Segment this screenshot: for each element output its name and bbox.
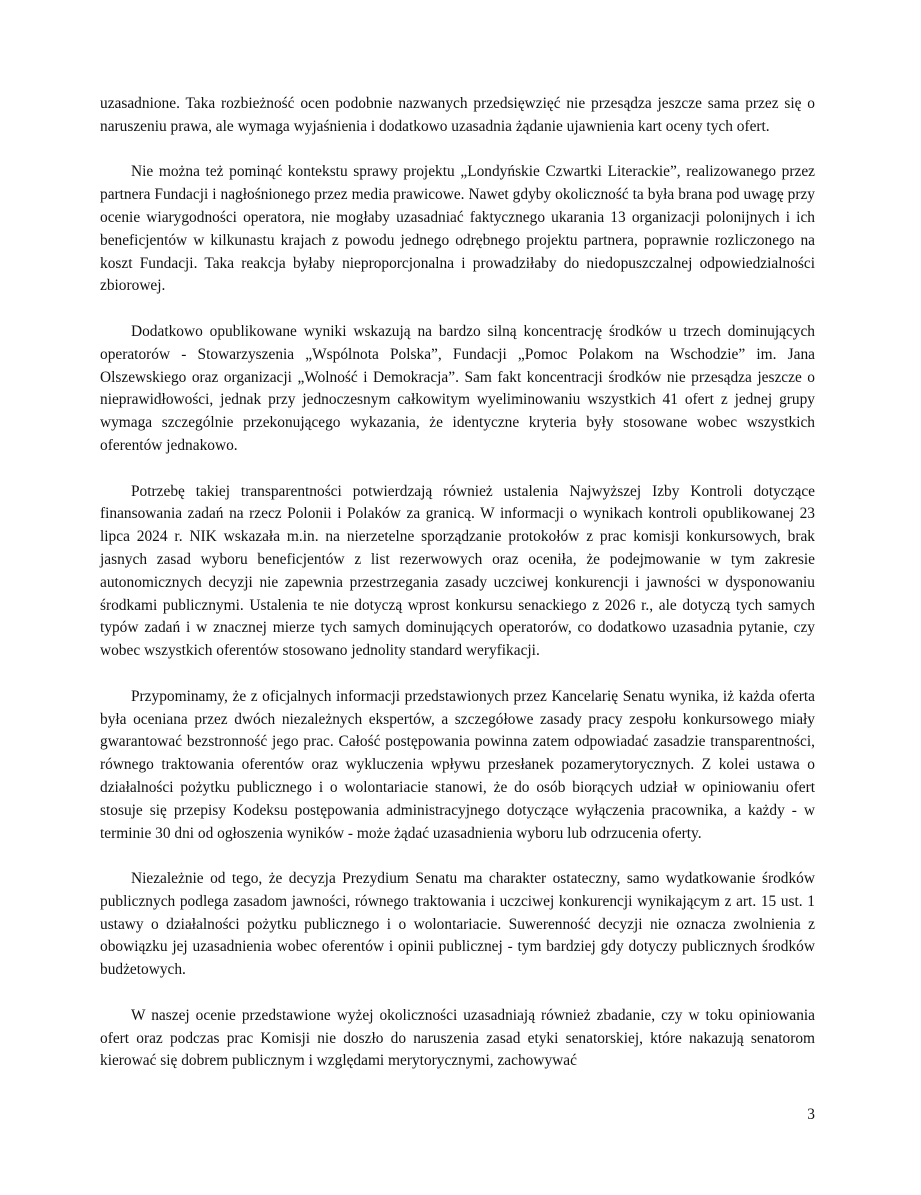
page-number: 3 [807,1106,815,1123]
paragraph-presidium-decision: Niezależnie od tego, że decyzja Prezydium Senatu ma charakter ostateczny, samo wydatkowanie środków publicznych podlega zasadom jawności, równego traktowania i uczciwej konkurencji wynikającym z art. 15 ust. 1 ustawy o działalności pożytku publicznego i o wolontariacie. Suwerenność decyzji nie oznacza zwolnienia z obowiązku jej uzasadnienia wobec oferentów i opinii publicznej - tym bardziej gdy dotyczy publicznych środków budżetowych. [100,870,815,979]
document-body [100,93,815,1073]
paragraph-gap [100,139,815,162]
paragraph-gap [100,298,815,321]
paragraph-gap [100,982,815,1005]
paragraph-ethics: W naszej ocenie przedstawione wyżej okoliczności uzasadniają również zbadanie, czy w toku opiniowania ofert oraz podczas prac Komisji nie doszło do naruszenia zasad etyki senatorskiej, które nakazują senatorom kierować się dobrem publicznym i względami merytorycznymi, zachowywać [100,1006,815,1070]
paragraph-gap [100,663,815,686]
paragraph-londyn-project: Nie można też pominąć kontekstu sprawy projektu „Londyńskie Czwartki Literackie”, realizowanego przez partnera Fundacji i nagłośnionego przez media prawicowe. Nawet gdyby okoliczność ta była brana pod uwagę przy ocenie wiarygodności operatora, nie mogłaby uzasadniać faktycznego ukarania 13 organizacji polonijnych i ich beneficjentów w kilkunastu krajach z powodu jednego odrębnego projektu partnera, poprawnie rozliczonego na koszt Fundacji. Taka reakcja byłaby nieproporcjonalna i prowadziłaby do niedopuszczalnej odpowiedzialności zbiorowej. [100,163,815,295]
paragraph-senate-rules: Przypominamy, że z oficjalnych informacji przedstawionych przez Kancelarię Senatu wynika, iż każda oferta była oceniana przez dwóch niezależnych ekspertów, a szczegółowe zasady pracy zespołu konkursowego miały gwarantować bezstronność jego prac. Całość postępowania powinna zatem odpowiadać zasadzie transparentności, równego traktowania oferentów oraz wykluczenia wpływu przesłanek pozamerytorycznych. Z kolei ustawa o działalności pożytku publicznego i o wolontariacie stanowi, że do osób biorących udział w opiniowaniu ofert stosuje się przepisy Kodeksu postępowania administracyjnego dotyczące wyłączenia pracownika, a każdy - w terminie 30 dni od ogłoszenia wyników - może żądać uzasadnienia wyboru lub odrzucenia oferty. [100,687,815,842]
paragraph-gap [100,458,815,481]
paragraph-concentration: Dodatkowo opublikowane wyniki wskazują na bardzo silną koncentrację środków u trzech dominujących operatorów - Stowarzyszenia „Wspólnota Polska”, Fundacji „Pomoc Polakom na Wschodzie” im. Jana Olszewskiego oraz organizacji „Wolność i Demokracja”. Sam fakt koncentracji środków nie przesądza jeszcze o nieprawidłowości, jednak przy jednoczesnym całkowitym wyeliminowaniu wszystkich 41 ofert z jednej grupy wymaga szczególnie przekonującego wykazania, że identyczne kryteria były stosowane wobec wszystkich oferentów jednakowo. [100,322,815,454]
paragraph-continuation: uzasadnione. Taka rozbieżność ocen podobnie nazwanych przedsięwzięć nie przesądza jeszcze sama przez się o naruszeniu prawa, ale wymaga wyjaśnienia i dodatkowo uzasadnia żądanie ujawnienia kart oceny tych ofert. [100,95,815,135]
paragraph-nik-findings: Potrzebę takiej transparentności potwierdzają również ustalenia Najwyższej Izby Kontroli dotyczące finansowania zadań na rzecz Polonii i Polaków za granicą. W informacji o wynikach kontroli opublikowanej 23 lipca 2024 r. NIK wskazała m.in. na nierzetelne sporządzanie protokołów z prac komisji konkursowych, brak jasnych zasad wyboru beneficjentów z list rezerwowych oraz oceniła, że podejmowanie w tym zakresie autonomicznych decyzji nie zapewnia przestrzegania zasady uczciwej konkurencji i jawności w dysponowaniu środkami publicznymi. Ustalenia te nie dotyczą wprost konkursu senackiego z 2026 r., ale dotyczą tych samych typów zadań i w znacznej mierze tych samych dominujących operatorów, co dodatkowo uzasadnia pytanie, czy wobec wszystkich oferentów stosowano jednolity standard weryfikacji. [100,482,815,660]
paragraph-gap [100,845,815,868]
